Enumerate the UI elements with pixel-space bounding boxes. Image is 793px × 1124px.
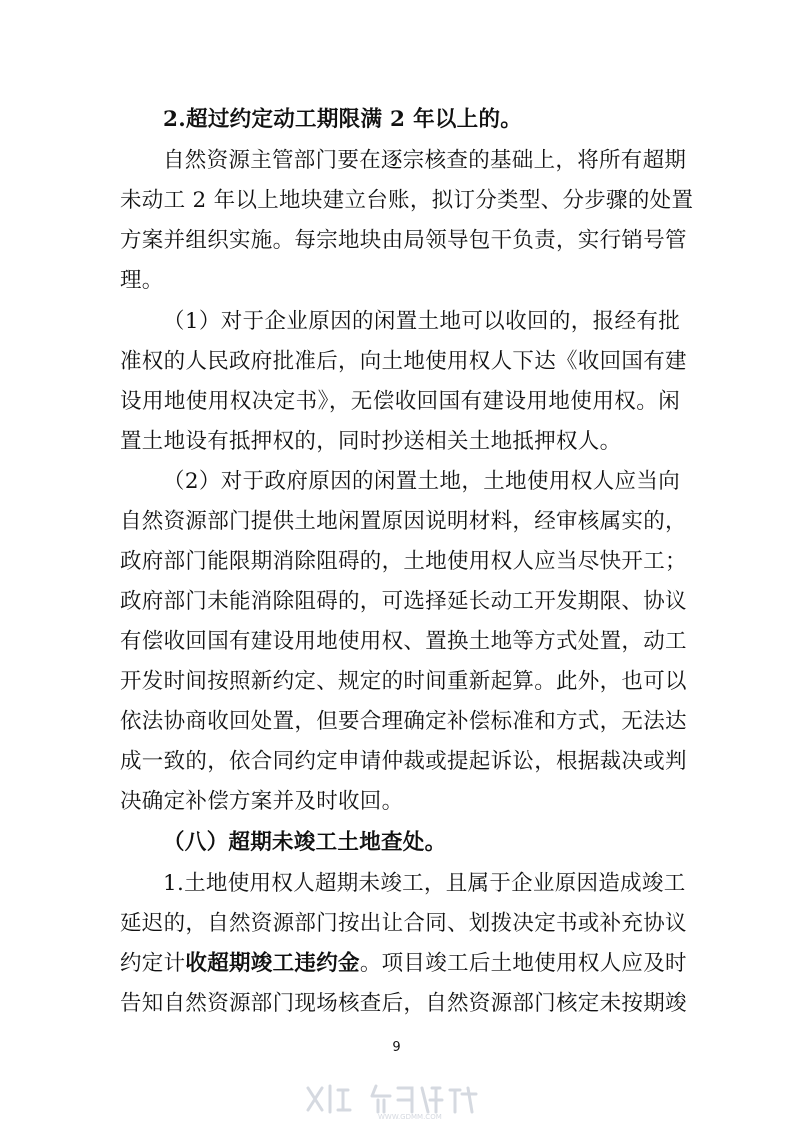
paragraph-line: 政府部门未能消除阻碍的，可选择延长动工开发期限、协议 [120, 589, 687, 614]
paragraph-line: 方案并组织实施。每宗地块由局领导包干负责，实行销号管 [120, 228, 687, 253]
watermark-logo-icon [300, 1080, 500, 1120]
watermark-logo [300, 1080, 500, 1120]
paragraph-line: 未动工 2 年以上地块建立台账，拟订分类型、分步骤的处置 [120, 188, 694, 213]
paragraph-line: 开发时间按照新约定、规定的时间重新起算。此外，也可以 [120, 669, 687, 694]
section-heading-8: （八）超期未竣工土地查处。 [163, 830, 447, 855]
text-run: 。项目竣工后土地使用权人应及时 [359, 951, 687, 976]
paragraph-line: 1.土地使用权人超期未竣工，且属于企业原因造成竣工 [163, 871, 686, 896]
paragraph-line: 决确定补偿方案并及时收回。 [120, 789, 404, 814]
section-heading-2: 2.超过约定动工期限满 2 年以上的。 [163, 107, 523, 132]
paragraph-line: 政府部门能限期消除阻碍的，土地使用权人应当尽快开工； [120, 549, 687, 574]
paragraph-line: 设用地使用权决定书》，无偿收回国有建设用地使用权。闲 [120, 389, 680, 414]
paragraph-line: 成一致的，依合同约定申请仲裁或提起诉讼，根据裁决或判 [120, 749, 687, 774]
paragraph-line: 自然资源主管部门要在逐宗核查的基础上，将所有超期 [163, 148, 687, 173]
paragraph-line: 有偿收回国有建设用地使用权、置换土地等方式处置，动工 [120, 629, 687, 654]
paragraph-line: 理。 [120, 268, 164, 293]
paragraph-line-with-emphasis [120, 951, 687, 978]
emphasis-text: 收超期竣工违约金 [185, 951, 360, 976]
text-run: 约定计 [120, 951, 186, 976]
paragraph-line: 依法协商收回处置，但要合理确定补偿标准和方式，无法达 [120, 709, 687, 734]
page-number: 9 [392, 1040, 401, 1055]
paragraph-line: （2）对于政府原因的闲置土地，土地使用权人应当向 [163, 469, 680, 494]
paragraph-line: 准权的人民政府批准后，向土地使用权人下达《收回国有建 [120, 349, 687, 374]
paragraph-line: （1）对于企业原因的闲置土地可以收回的，报经有批 [163, 309, 680, 334]
paragraph-line: 置土地设有抵押权的，同时抄送相关土地抵押权人。 [120, 429, 622, 454]
paragraph-line: 延迟的，自然资源部门按出让合同、划拨决定书或补充协议 [120, 911, 687, 936]
watermark-text: WWW.GDMM.COM [378, 1113, 442, 1120]
paragraph-line: 自然资源部门提供土地闲置原因说明材料，经审核属实的， [120, 509, 687, 534]
paragraph-line: 告知自然资源部门现场核查后，自然资源部门核定未按期竣 [120, 991, 687, 1016]
